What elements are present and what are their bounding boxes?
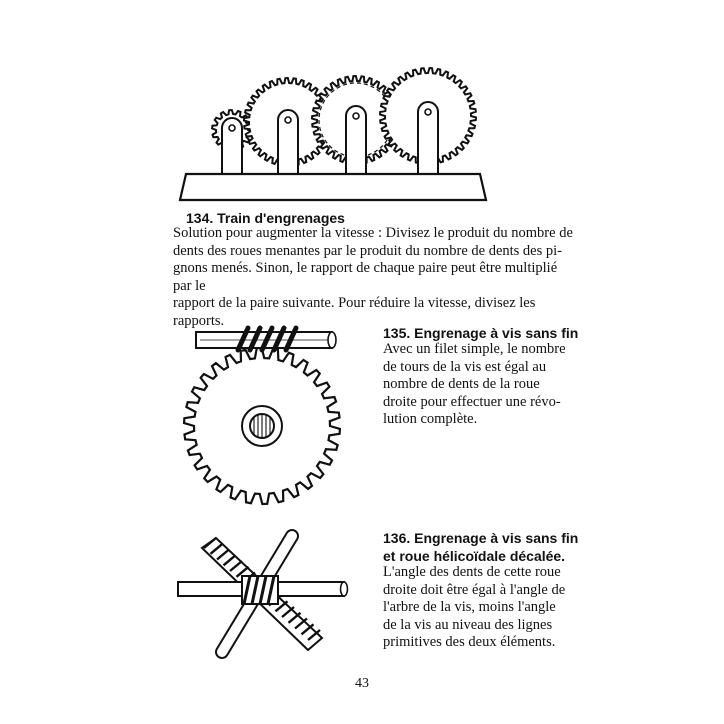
section-134-title: 134. Train d'engrenages xyxy=(186,210,345,226)
text-line: l'arbre de la vis, moins l'angle xyxy=(383,599,556,615)
base-plate xyxy=(180,174,486,200)
section-135-title: 135. Engrenage à vis sans fin xyxy=(383,325,579,341)
text-line: de tours de la vis est égal au xyxy=(383,358,547,375)
text-line: de la vis au niveau des lignes xyxy=(383,616,553,633)
text-line: Solution pour augmenter la vitesse : Divisez le produit du nombre de xyxy=(173,225,573,241)
worm-screw xyxy=(242,576,278,604)
page-number: 43 xyxy=(355,676,369,691)
text-line: rapport de la paire suivante. Pour réduire la vitesse, divisez les rapports. xyxy=(173,295,536,329)
text-line: nombre de dents de la roue xyxy=(383,376,540,392)
section-135-body xyxy=(383,341,573,429)
text-line: droite pour effectuer une révo- xyxy=(383,393,561,410)
section-134-body xyxy=(173,225,573,330)
text-line: lution complète. xyxy=(383,411,478,427)
section-136-body xyxy=(383,564,573,652)
worm-gear-illustration xyxy=(168,316,358,508)
worm-shaft xyxy=(196,328,336,350)
worm-gear-wheel xyxy=(184,348,340,504)
text-line: Avec un filet simple, le nombre xyxy=(383,341,566,357)
text-line: gnons menés. Sinon, le rapport de chaque paire peut être multiplié par le xyxy=(173,260,558,294)
text-line: L'angle des dents de cette roue xyxy=(383,564,561,580)
gear-train-illustration xyxy=(170,58,490,208)
crossed-helical-gear-illustration xyxy=(172,528,352,670)
title-line: et roue hélicoïdale décalée. xyxy=(383,548,566,564)
text-line: primitives des deux éléments. xyxy=(383,634,556,650)
title-line: 136. Engrenage à vis sans fin xyxy=(383,530,579,546)
text-line: droite doit être égal à l'angle de xyxy=(383,581,566,598)
text-line: dents des roues menantes par le produit du nombre de dents des pi- xyxy=(173,242,562,259)
section-136-title xyxy=(383,529,578,565)
